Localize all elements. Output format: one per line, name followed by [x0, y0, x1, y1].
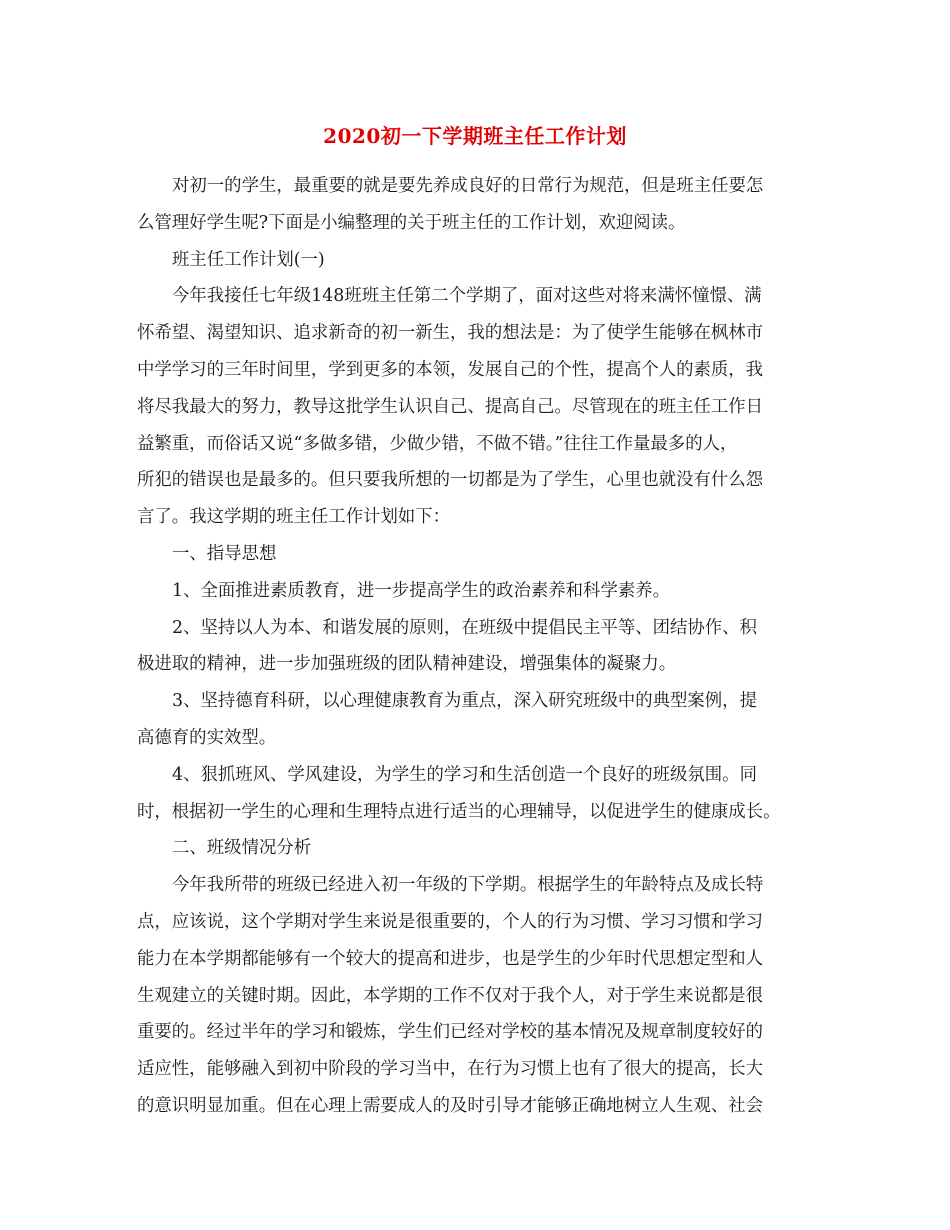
text-line: 极进取的精神，进一步加强班级的团队精神建设，增强集体的凝聚力。: [137, 654, 677, 675]
text-line: 时，根据初一学生的心理和生理特点进行适当的心理辅导，以促进学生的健康成长。: [137, 801, 781, 822]
text-line: 生观建立的关键时期。因此，本学期的工作不仅对于我个人，对于学生来说都是很: [137, 985, 764, 1006]
document-body: [137, 168, 817, 1125]
text-line: 4、狠抓班风、学风建设，为学生的学习和生活创造一个良好的班级氛围。同: [172, 764, 757, 785]
text-line: 一、指导思想: [172, 543, 277, 564]
text-line: 重要的。经过半年的学习和锻炼，学生们已经对学校的基本情况及规章制度较好的: [137, 1022, 764, 1043]
text-line: 3、坚持德育科研，以心理健康教育为重点，深入研究班级中的典型案例，提: [172, 691, 757, 712]
text-line: 对初一的学生，最重要的就是要先养成良好的日常行为规范，但是班主任要怎: [172, 176, 764, 196]
text-line: 益繁重，而俗话又说“多做多错，少做少错，不做不错。”往往工作量最多的人，: [137, 433, 738, 454]
text-line: 言了。我这学期的班主任工作计划如下：: [137, 507, 451, 528]
text-line: 二、班级情况分析: [172, 838, 312, 859]
text-line: 能力在本学期都能够有一个较大的提高和进步，也是学生的少年时代思想定型和人: [137, 948, 764, 969]
text-line: 的意识明显加重。但在心理上需要成人的及时引导才能够正确地树立人生观、社会: [137, 1095, 764, 1116]
text-line: 适应性，能够融入到初中阶段的学习当中，在行为习惯上也有了很大的提高，长大: [137, 1059, 764, 1080]
text-line: 点，应该说，这个学期对学生来说是很重要的，个人的行为习惯、学习习惯和学习: [137, 911, 764, 932]
text-line: 将尽我最大的努力，教导这批学生认识自己、提高自己。尽管现在的班主任工作日: [137, 396, 764, 417]
text-line: 今年我所带的班级已经进入初一年级的下学期。根据学生的年龄特点及成长特: [172, 875, 764, 896]
text-line: 么管理好学生呢?下面是小编整理的关于班主任的工作计划，欢迎阅读。: [137, 212, 686, 233]
text-line: 所犯的错误也是最多的。但只要我所想的一切都是为了学生，心里也就没有什么怨: [137, 470, 764, 491]
text-line: 班主任工作计划(一): [172, 249, 325, 270]
document-title: 2020初一下学期班主任工作计划: [323, 124, 627, 148]
text-line: 今年我接任七年级148班班主任第二个学期了，面对这些对将来满怀憧憬、满: [172, 286, 762, 307]
text-line: 2、坚持以人为本、和谐发展的原则，在班级中提倡民主平等、团结协作、积: [172, 617, 757, 638]
text-line: 1、全面推进素质教育，进一步提高学生的政治素养和科学素养。: [172, 580, 671, 601]
text-line: 高德育的实效型。: [137, 727, 277, 748]
text-line: 怀希望、渴望知识、追求新奇的初一新生，我的想法是：为了使学生能够在枫林市: [137, 323, 764, 344]
text-line: 中学学习的三年时间里，学到更多的本领，发展自己的个性，提高个人的素质，我: [137, 359, 764, 380]
